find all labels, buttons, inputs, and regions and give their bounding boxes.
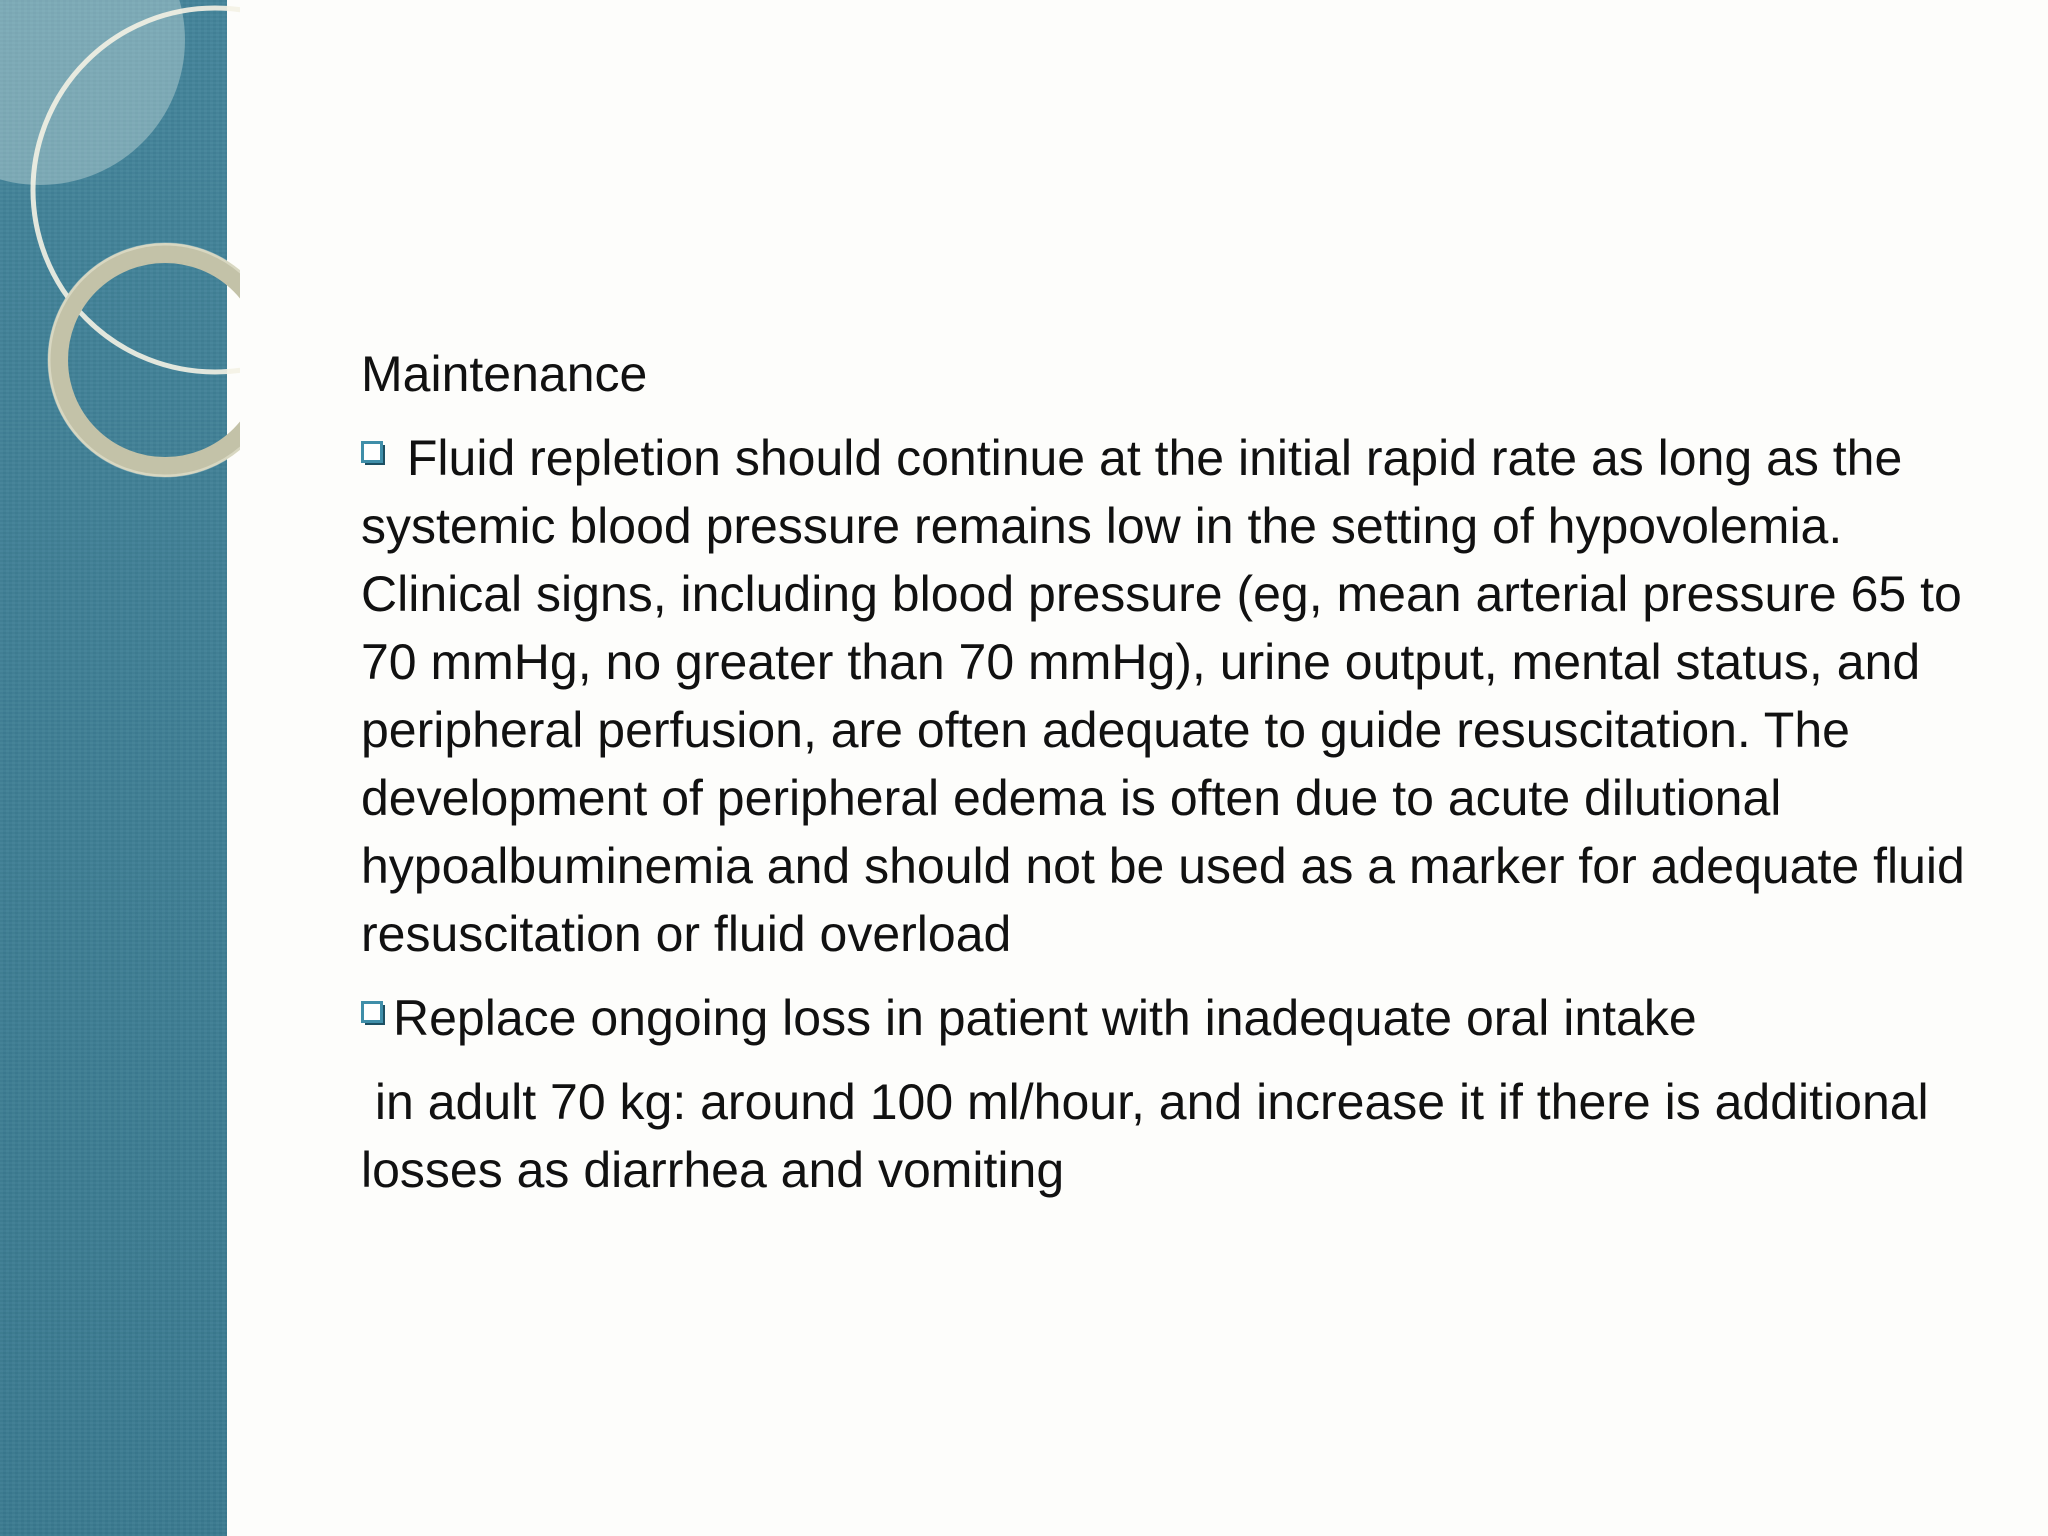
square-bullet-icon [361,441,387,467]
square-bullet-icon [361,1001,387,1027]
bullet-item [361,424,2001,968]
slide-content [361,340,2001,1204]
slide-heading: Maintenance [361,346,648,402]
bullet-item [361,984,2001,1052]
translucent-disc [0,0,185,185]
note-text: in adult 70 kg: around 100 ml/hour, and increase it if there is additional losses as diarrhea and vomiting [361,1074,1943,1198]
bullet-text: Fluid repletion should continue at the initial rapid rate as long as the systemic blood pressure remains low in the setting of hypovolemia. Clinical signs, including blood pressure (eg, mean arterial pressure 65 to 70 mmHg, no greater than 70 mmHg), urine output, mental status, and peripheral perfusion, are often adequate to guide resuscitation. The development of peripheral edema is often due to acute dilutional hypoalbuminemia and should not be used as a marker for adequate fluid resuscitation or fluid overload [361,430,1965,962]
bullet-text: Replace ongoing loss in patient with inadequate oral intake [393,990,1697,1046]
decorative-rings [0,0,240,500]
